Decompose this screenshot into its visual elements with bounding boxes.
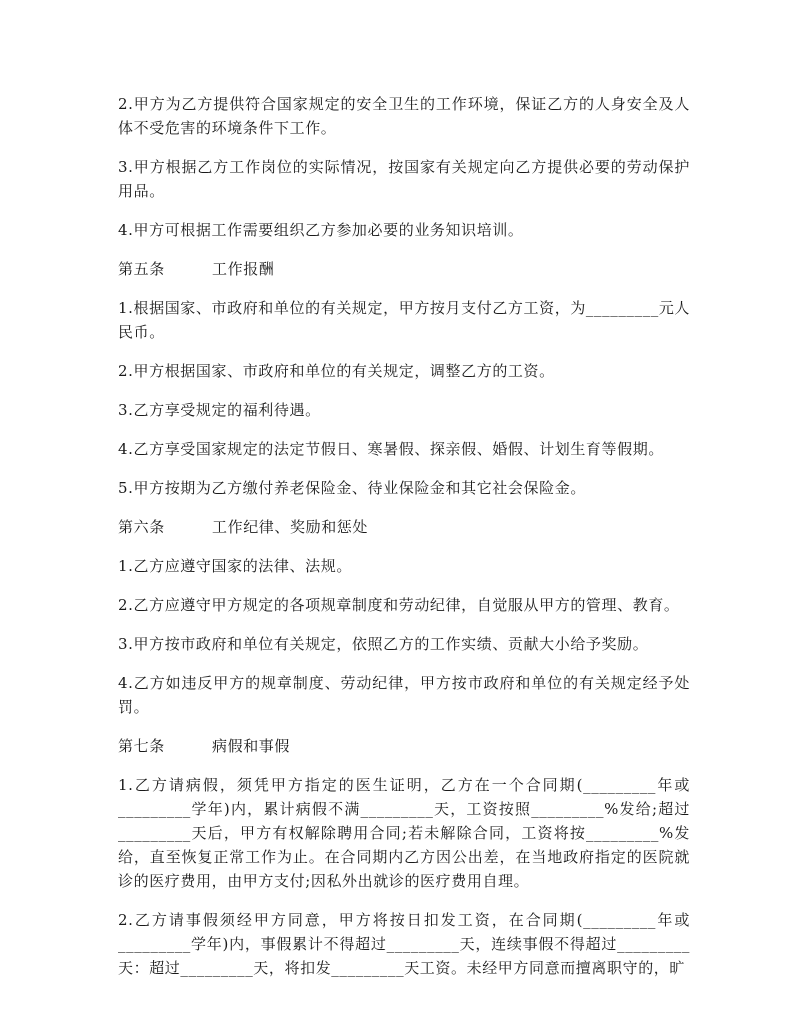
paragraph: 1.乙方请病假，须凭甲方指定的医生证明，乙方在一个合同期(_________年或_________学年)内，累计病假不满_________天，工资按照_________%发给;超过_________天后，甲方有权解除聘用合同;若未解除合同，工资将按_________%发给，直至恢复正常工作为止。在合同期内乙方因公出差，在当地政府指定的医院就诊的医疗费用，由甲方支付;因私外出就诊的医疗费用自理。 <box>118 776 690 890</box>
section-heading-5 <box>118 257 690 281</box>
paragraph: 5.甲方按期为乙方缴付养老保险金、待业保险金和其它社会保险金。 <box>118 479 586 497</box>
section-title: 病假和事假 <box>212 737 291 755</box>
paragraph: 2.甲方根据国家、市政府和单位的有关规定，调整乙方的工资。 <box>118 362 555 380</box>
section-number: 第六条 <box>118 518 165 536</box>
paragraph: 3.甲方根据乙方工作岗位的实际情况，按国家有关规定向乙方提供必要的劳动保护用品。 <box>118 158 690 200</box>
paragraph: 2.乙方应遵守甲方规定的各项规章制度和劳动纪律，自觉服从甲方的管理、教育。 <box>118 596 680 614</box>
paragraph: 3.乙方享受规定的福利待遇。 <box>118 401 321 419</box>
document-page <box>118 92 690 995</box>
paragraph: 4.甲方可根据工作需要组织乙方参加必要的业务知识培训。 <box>118 221 524 239</box>
paragraph: 2.甲方为乙方提供符合国家规定的安全卫生的工作环境，保证乙方的人身安全及人体不受危害的环境条件下工作。 <box>118 95 690 137</box>
section-number: 第七条 <box>118 737 165 755</box>
paragraph: 1.乙方应遵守国家的法律、法规。 <box>118 557 352 575</box>
section-number: 第五条 <box>118 260 165 278</box>
section-heading-6 <box>118 515 690 539</box>
section-title: 工作纪律、奖励和惩处 <box>212 518 369 536</box>
paragraph: 4.乙方如违反甲方的规章制度、劳动纪律，甲方按市政府和单位的有关规定经予处罚。 <box>118 674 690 716</box>
section-heading-7 <box>118 734 690 758</box>
section-title: 工作报酬 <box>212 260 275 278</box>
paragraph: 4.乙方享受国家规定的法定节假日、寒暑假、探亲假、婚假、计划生育等假期。 <box>118 440 664 458</box>
paragraph: 1.根据国家、市政府和单位的有关规定，甲方按月支付乙方工资，为_________元人民币。 <box>118 299 691 341</box>
paragraph: 2.乙方请事假须经甲方同意，甲方将按日扣发工资，在合同期(_________年或_________学年)内，事假累计不得超过_________天，连续事假不得超过_________天：超过_________天，将扣发_________天工资。未经甲方同意而擅离职守的，旷 <box>118 911 690 977</box>
paragraph: 3.甲方按市政府和单位有关规定，依照乙方的工作实绩、贡献大小给予奖励。 <box>118 635 649 653</box>
